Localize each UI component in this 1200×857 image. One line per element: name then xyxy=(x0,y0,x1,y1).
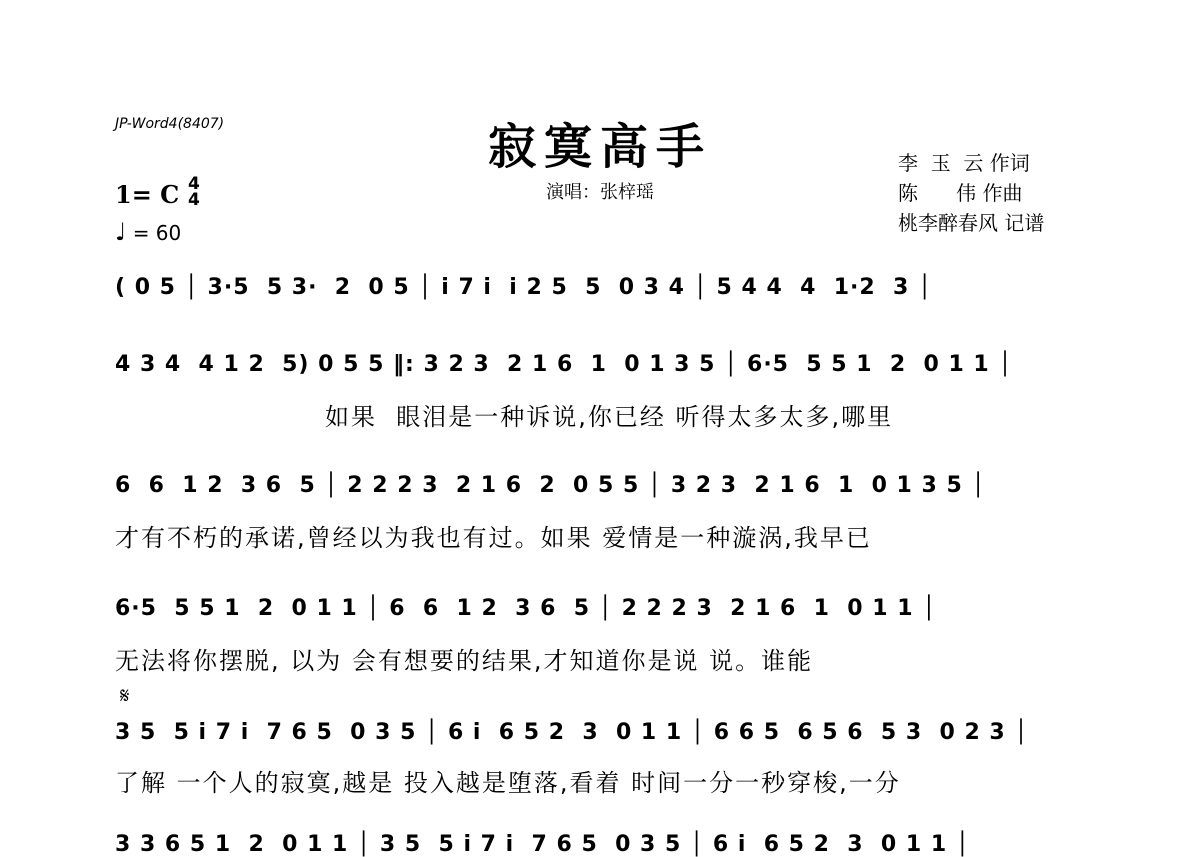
score-row-3-notes: 6 6 1 2 3 6 5 │ 2 2 2 3 2 1 6 2 0 5 5 │ 3 2 3 2 1 6 1 0 1 3 5 │ xyxy=(115,473,986,498)
song-title: 寂寞高手 xyxy=(487,119,712,175)
composer-credit: 陈 伟 作曲 xyxy=(898,181,1023,205)
software-label: JP-Word4(8407) xyxy=(115,116,225,132)
score-row-4-lyrics: 无法将你摆脱, 以为 会有想要的结果,才知道你是说 说。谁能 xyxy=(115,647,814,675)
score-row-2-lyrics: 如果 眼泪是一种诉说,你已经 听得太多太多,哪里 xyxy=(325,403,894,431)
score-row-4-notes: 6·5 5 5 1 2 0 1 1 │ 6 6 1 2 3 6 5 │ 2 2 2 3 2 1 6 1 0 1 1 │ xyxy=(115,596,937,621)
score-row-2-notes: 4 3 4 4 1 2 5) 0 5 5 ‖: 3 2 3 2 1 6 1 0 1 3 5 │ 6·5 5 5 1 2 0 1 1 │ xyxy=(115,352,1013,377)
score-row-5-notes: 3 5 5 i 7 i 7 6 5 0 3 5 │ 6 i 6 5 2 3 0 1 1 │ 6 6 5 6 5 6 5 3 0 2 3 │ xyxy=(115,720,1029,745)
quarter-note-icon: ♩ xyxy=(115,218,127,246)
score-row-5-lyrics: 了解 一个人的寂寞,越是 投入越是堕落,看着 时间一分一秒穿梭,一分 xyxy=(115,769,901,797)
time-signature-top: 4 xyxy=(188,174,200,194)
singer-credit: 演唱：张梓瑶 xyxy=(546,182,654,203)
score-row-3-lyrics: 才有不朽的承诺,曾经以为我也有过。如果 爱情是一种漩涡,我早已 xyxy=(115,524,872,552)
segno-sign: 𝄋 xyxy=(120,684,130,709)
lyricist-credit: 李 玉 云 作词 xyxy=(898,151,1030,175)
time-signature xyxy=(188,176,200,208)
score-row-6-notes: 3 3 6 5 1 2 0 1 1 │ 3 5 5 i 7 i 7 6 5 0 3 5 │ 6 i 6 5 2 3 0 1 1 │ xyxy=(115,832,971,857)
tempo-value: = 60 xyxy=(132,221,182,245)
tempo-marking xyxy=(115,218,181,246)
time-signature-bottom: 4 xyxy=(188,190,200,210)
score-row-1-notes: ( 0 5 │ 3·5 5 3· 2 0 5 │ i 7 i i 2 5 5 0 3 4 │ 5 4 4 4 1·2 3 │ xyxy=(115,275,933,300)
transcriber-credit: 桃李醉春风 记谱 xyxy=(898,211,1045,235)
key-signature: 1= C xyxy=(115,180,180,209)
